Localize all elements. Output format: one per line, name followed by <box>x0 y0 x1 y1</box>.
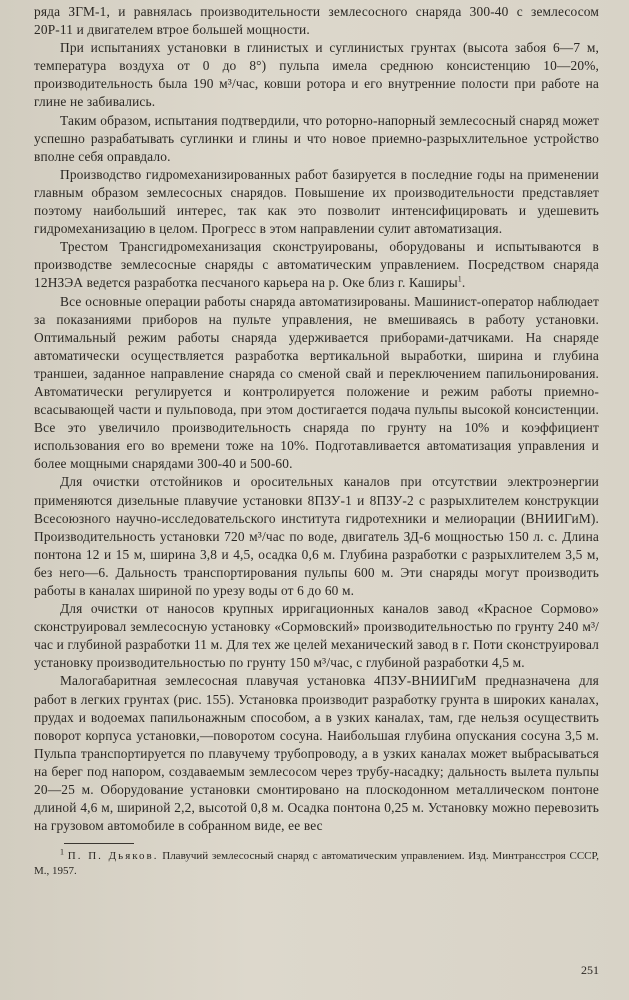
paragraph-7: Для очистки отстойников и оросительных каналов при отсутствии электроэнергии применяются дизельные плавучие установки 8ПЗУ-1 и 8ПЗУ-2 с разрыхлителем конструкции Всесоюзного научно-исследовательского института гидротехники и мелиорации (ВНИИГиМ). Производительность установки 720 м³/час по воде, двигатель ЗД-6 мощностью 150 л. с. Длина понтона 12 и 15 м, ширина 3,8 и 4,5, осадка 0,6 м. Глубина разработки с разрыхлителем 3,5 м, без него—6. Дальность транспортирования пульпы 600 м. Эти снаряды могут производить работы в каналах шириной по урезу воды от 6 до 60 м. <box>34 474 599 598</box>
paragraph-9: Малогабаритная землесосная плавучая установка 4ПЗУ-ВНИИГиМ предназначена для работ в легких грунтах (рис. 155). Установка производит разработку грунта в широких каналах, прудах и водоемах папильонажным способом, а в узких каналах, там, где нельзя осуществить поворот корпуса установки,—поворотом сосуна. Наибольшая глубина опускания сосуна 3,5 м. Пульпа транспортируется по плавучему трубопроводу, а в узких каналах может выбрасываться на берег под напором, создаваемым землесосом через трубу-насадку; дальность вылета пульпы 20—25 м. Оборудование установки смонтировано на плоскодонном металлическом понтоне длиной 4,6 м, шириной 2,2, высотой 0,8 м. Осадка понтона 0,25 м. Установку можно перевозить на грузовом автомобиле в собранном виде, ее вес <box>34 673 599 834</box>
footnote-number: 1 <box>60 847 64 857</box>
paragraph-3: Таким образом, испытания подтвердили, что роторно-напорный землесосный снаряд может успешно разрабатывать суглинки и глины и что новое приемно-разрыхлительное устройство вполне себя оправдало. <box>34 112 599 164</box>
paragraph-5-text: Трестом Трансгидромеханизация сконструированы, оборудованы и испытываются в производстве землесосные снаряды с автоматическим управлением. Посредством снаряда 12НЗЭА ведется разработка песчаного карьера на р. Оке близ г. Каширы <box>34 239 599 291</box>
page-number: 251 <box>581 963 599 977</box>
footnote-divider <box>64 843 134 844</box>
paragraph-5: Трестом Трансгидромеханизация сконструированы, оборудованы и испытываются в производстве землесосные снаряды с автоматическим управлением. Посредством снаряда 12НЗЭА ведется разработка песчаного карьера на р. Оке близ г. Каширы$^1$. <box>34 239 599 291</box>
paragraph-6: Все основные операции работы снаряда автоматизированы. Машинист-оператор наблюдает за показаниями приборов на пульте управления, не вмешиваясь в работу установки. Оптимальный режим работы снаряда удерживается приборами-датчиками. На снаряде автоматически осуществляется разработка вертикальной выработки, ширина и глубина траншеи, заданное направление снаряда со сменой свай и переключением папильонирования. Автоматически регулируется и контролируется положение и режим работы приемно-всасывающей части и пульповода, при этом достигается подача пульпы высокой консистенции. Все это увеличило производительность снаряда по грунту на 10% и коэффициент использования его во времени тоже на 10%. Подготавливается автоматизация управления и более мощными снарядами 300-40 и 500-60. <box>34 293 599 472</box>
footnote-text: Плавучий землесосный снаряд с автоматическим управлением. Изд. Минтрансстроя СССР, М., 1957. <box>34 850 600 878</box>
footnote-reference: 1 <box>457 274 462 284</box>
paragraph-4: Производство гидромеханизированных работ базируется в последние годы на применении главным образом землесосных снарядов. Повышение их производительности представляет поэтому наибольший интерес, так как это позволит интенсифицировать и удешевить гидромеханизацию в целом. Прогресс в этом направлении сулит автоматизация. <box>34 166 599 237</box>
footnote <box>34 849 599 879</box>
footnote-author: П. П. Дьяков. <box>67 850 159 863</box>
paragraph-8: Для очистки от наносов крупных ирригационных каналов завод «Красное Сормово» сконструировал землесосную установку «Сормовский» производительностью по грунту 240 м³/час и глубиной разработки 11 м. Для тех же целей механический завод в г. Поти сконструировал установку производительностью по грунту 150 м³/час, с глубиной разработки 4,5 м. <box>34 601 599 671</box>
paragraph-2: При испытаниях установки в глинистых и суглинистых грунтах (высота забоя 6—7 м, температура воздуха от 0 до 8°) пульпа имела среднюю консистенцию 10—20%, производительность была 190 м³/час, ковши ротора и его внутренние полости при работе на глине не забивались. <box>34 40 599 110</box>
paragraph-1: ряда ЗГМ-1, и равнялась производительности землесосного снаряда 300-40 с землесосом 20Р-11 и двигателем втрое большей мощности. <box>34 4 599 38</box>
